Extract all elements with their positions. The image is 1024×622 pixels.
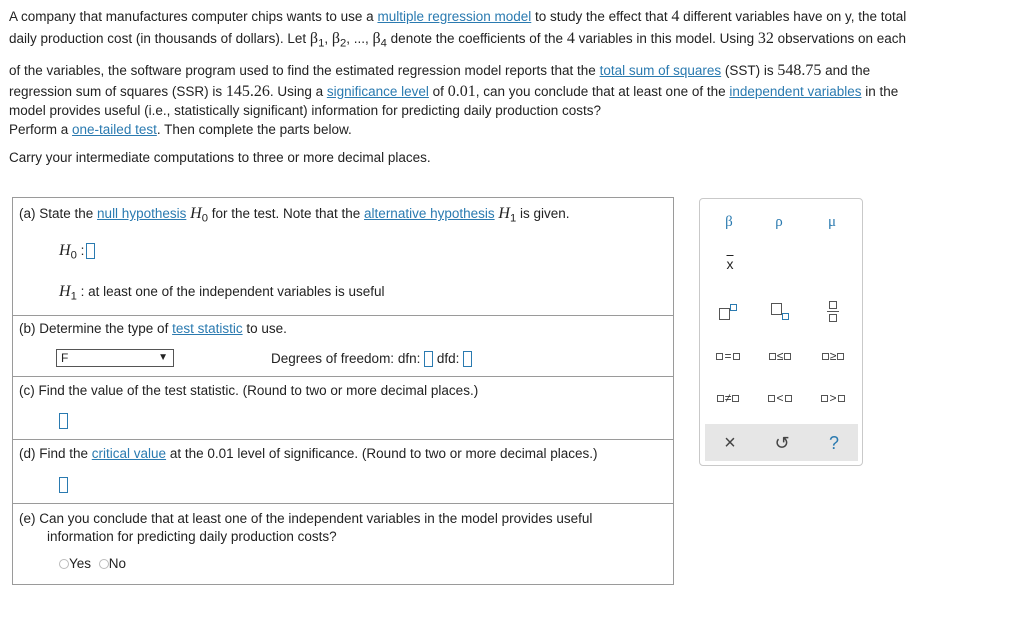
palette-action-bar <box>705 424 858 461</box>
base-square-icon <box>771 303 782 315</box>
alternative-hypothesis-link[interactable]: alternative hypothesis <box>364 206 495 221</box>
dfd-input[interactable] <box>463 351 472 367</box>
multiple-regression-link[interactable]: multiple regression model <box>377 9 532 24</box>
instruction-carry: Carry your intermediate computations to three or more decimal places. <box>9 150 431 165</box>
critical-value-input[interactable] <box>59 477 68 493</box>
fraction-button[interactable] <box>819 297 847 325</box>
problem-statement <box>9 6 1019 120</box>
h0-row: $H_0$ : <box>59 242 95 262</box>
greater-than-button[interactable]: > <box>813 389 853 407</box>
less-equal-button[interactable]: ≤ <box>760 347 800 365</box>
less-than-button[interactable]: < <box>760 389 800 407</box>
part-c <box>13 377 673 440</box>
test-statistic-input[interactable] <box>59 413 68 429</box>
subscript-button[interactable] <box>766 299 794 323</box>
one-tailed-test-link[interactable]: one-tailed test <box>72 122 157 137</box>
problem-line-5: model provides useful (i.e., statistically significant) information for predicting daily production costs? <box>9 102 602 118</box>
part-c-prompt: (c) Find the value of the test statistic. (Round to two or more decimal places.) <box>19 383 479 398</box>
no-label: No <box>108 556 127 571</box>
test-statistic-select[interactable]: F ▼ <box>56 349 174 367</box>
total-sum-of-squares-link[interactable]: total sum of squares <box>599 62 722 78</box>
yes-radio[interactable] <box>59 559 69 569</box>
subscript-square-icon <box>782 313 789 320</box>
part-a-prompt: (a) State the null hypothesis $H_0$ for the test. Note that the alternative hypothesis $H_1$ is given. <box>19 205 570 225</box>
part-d <box>13 440 673 504</box>
x-bar-button[interactable]: $\overline{x}$ <box>726 256 734 272</box>
h1-row: $H_1$ : at least one of the independent variables is useful <box>59 283 385 303</box>
problem-line-3: of the variables, the software program used to find the estimated regression model reports that the total sum of squares (SST) is 548.75 and the <box>9 61 871 79</box>
clear-icon[interactable]: × <box>724 431 736 454</box>
exponent-square-icon <box>730 304 737 311</box>
problem-line-2: daily production cost (in thousands of dollars). Let $\beta_1$, $\beta_2$, ..., $\beta_4$ denote the coefficients of the 4 variables in this model. Using 32 observations on each <box>9 30 906 50</box>
test-statistic-link[interactable]: test statistic <box>172 321 243 336</box>
significance-level-link[interactable]: significance level <box>326 83 429 99</box>
answer-panel <box>12 197 674 585</box>
independent-variables-link[interactable]: independent variables <box>729 83 862 99</box>
h0-input[interactable] <box>86 243 95 259</box>
dfn-input[interactable] <box>424 351 433 367</box>
part-d-prompt: (d) Find the critical value at the 0.01 level of significance. (Round to two or more decimal places.) <box>19 446 598 461</box>
problem-line-1: A company that manufactures computer chips wants to use a multiple regression model to study the effect that 4 different variables have on y, the total <box>9 8 907 25</box>
base-square-icon <box>719 308 730 320</box>
symbol-palette <box>699 198 863 466</box>
problem-line-4: regression sum of squares (SSR) is 145.26. Using a significance level of 0.01, can you conclude that at least one of the independent variables in the <box>9 82 899 100</box>
mu-button[interactable]: μ <box>827 213 837 230</box>
part-b-prompt: (b) Determine the type of test statistic to use. <box>19 321 287 336</box>
critical-value-link[interactable]: critical value <box>91 446 167 461</box>
numerator-square-icon <box>829 301 837 309</box>
fraction-bar-icon <box>827 311 839 312</box>
superscript-button[interactable] <box>714 299 742 323</box>
part-e <box>13 504 673 585</box>
denominator-square-icon <box>829 314 837 322</box>
no-radio[interactable] <box>99 559 109 569</box>
not-equal-button[interactable]: ≠ <box>708 389 748 407</box>
undo-icon[interactable]: ↺ <box>774 432 790 453</box>
dropdown-arrow-icon: ▼ <box>158 352 168 363</box>
yes-no-choices <box>59 556 126 571</box>
equals-button[interactable]: = <box>708 347 748 365</box>
null-hypothesis-link[interactable]: null hypothesis <box>97 206 187 221</box>
greater-equal-button[interactable]: ≥ <box>813 347 853 365</box>
help-icon[interactable]: ? <box>828 432 839 453</box>
yes-label: Yes <box>69 556 92 571</box>
rho-button[interactable]: ρ <box>775 213 783 230</box>
beta-button[interactable]: β <box>725 213 733 230</box>
degrees-of-freedom-row: Degrees of freedom: dfn: dfd: <box>271 351 472 367</box>
part-b <box>13 316 673 377</box>
instruction-perform: Perform a one-tailed test. Then complete the parts below. <box>9 122 352 137</box>
part-a <box>13 198 673 316</box>
part-e-prompt: (e) Can you conclude that at least one of the independent variables in the model provides useful information for predicting daily production costs? <box>19 511 593 544</box>
